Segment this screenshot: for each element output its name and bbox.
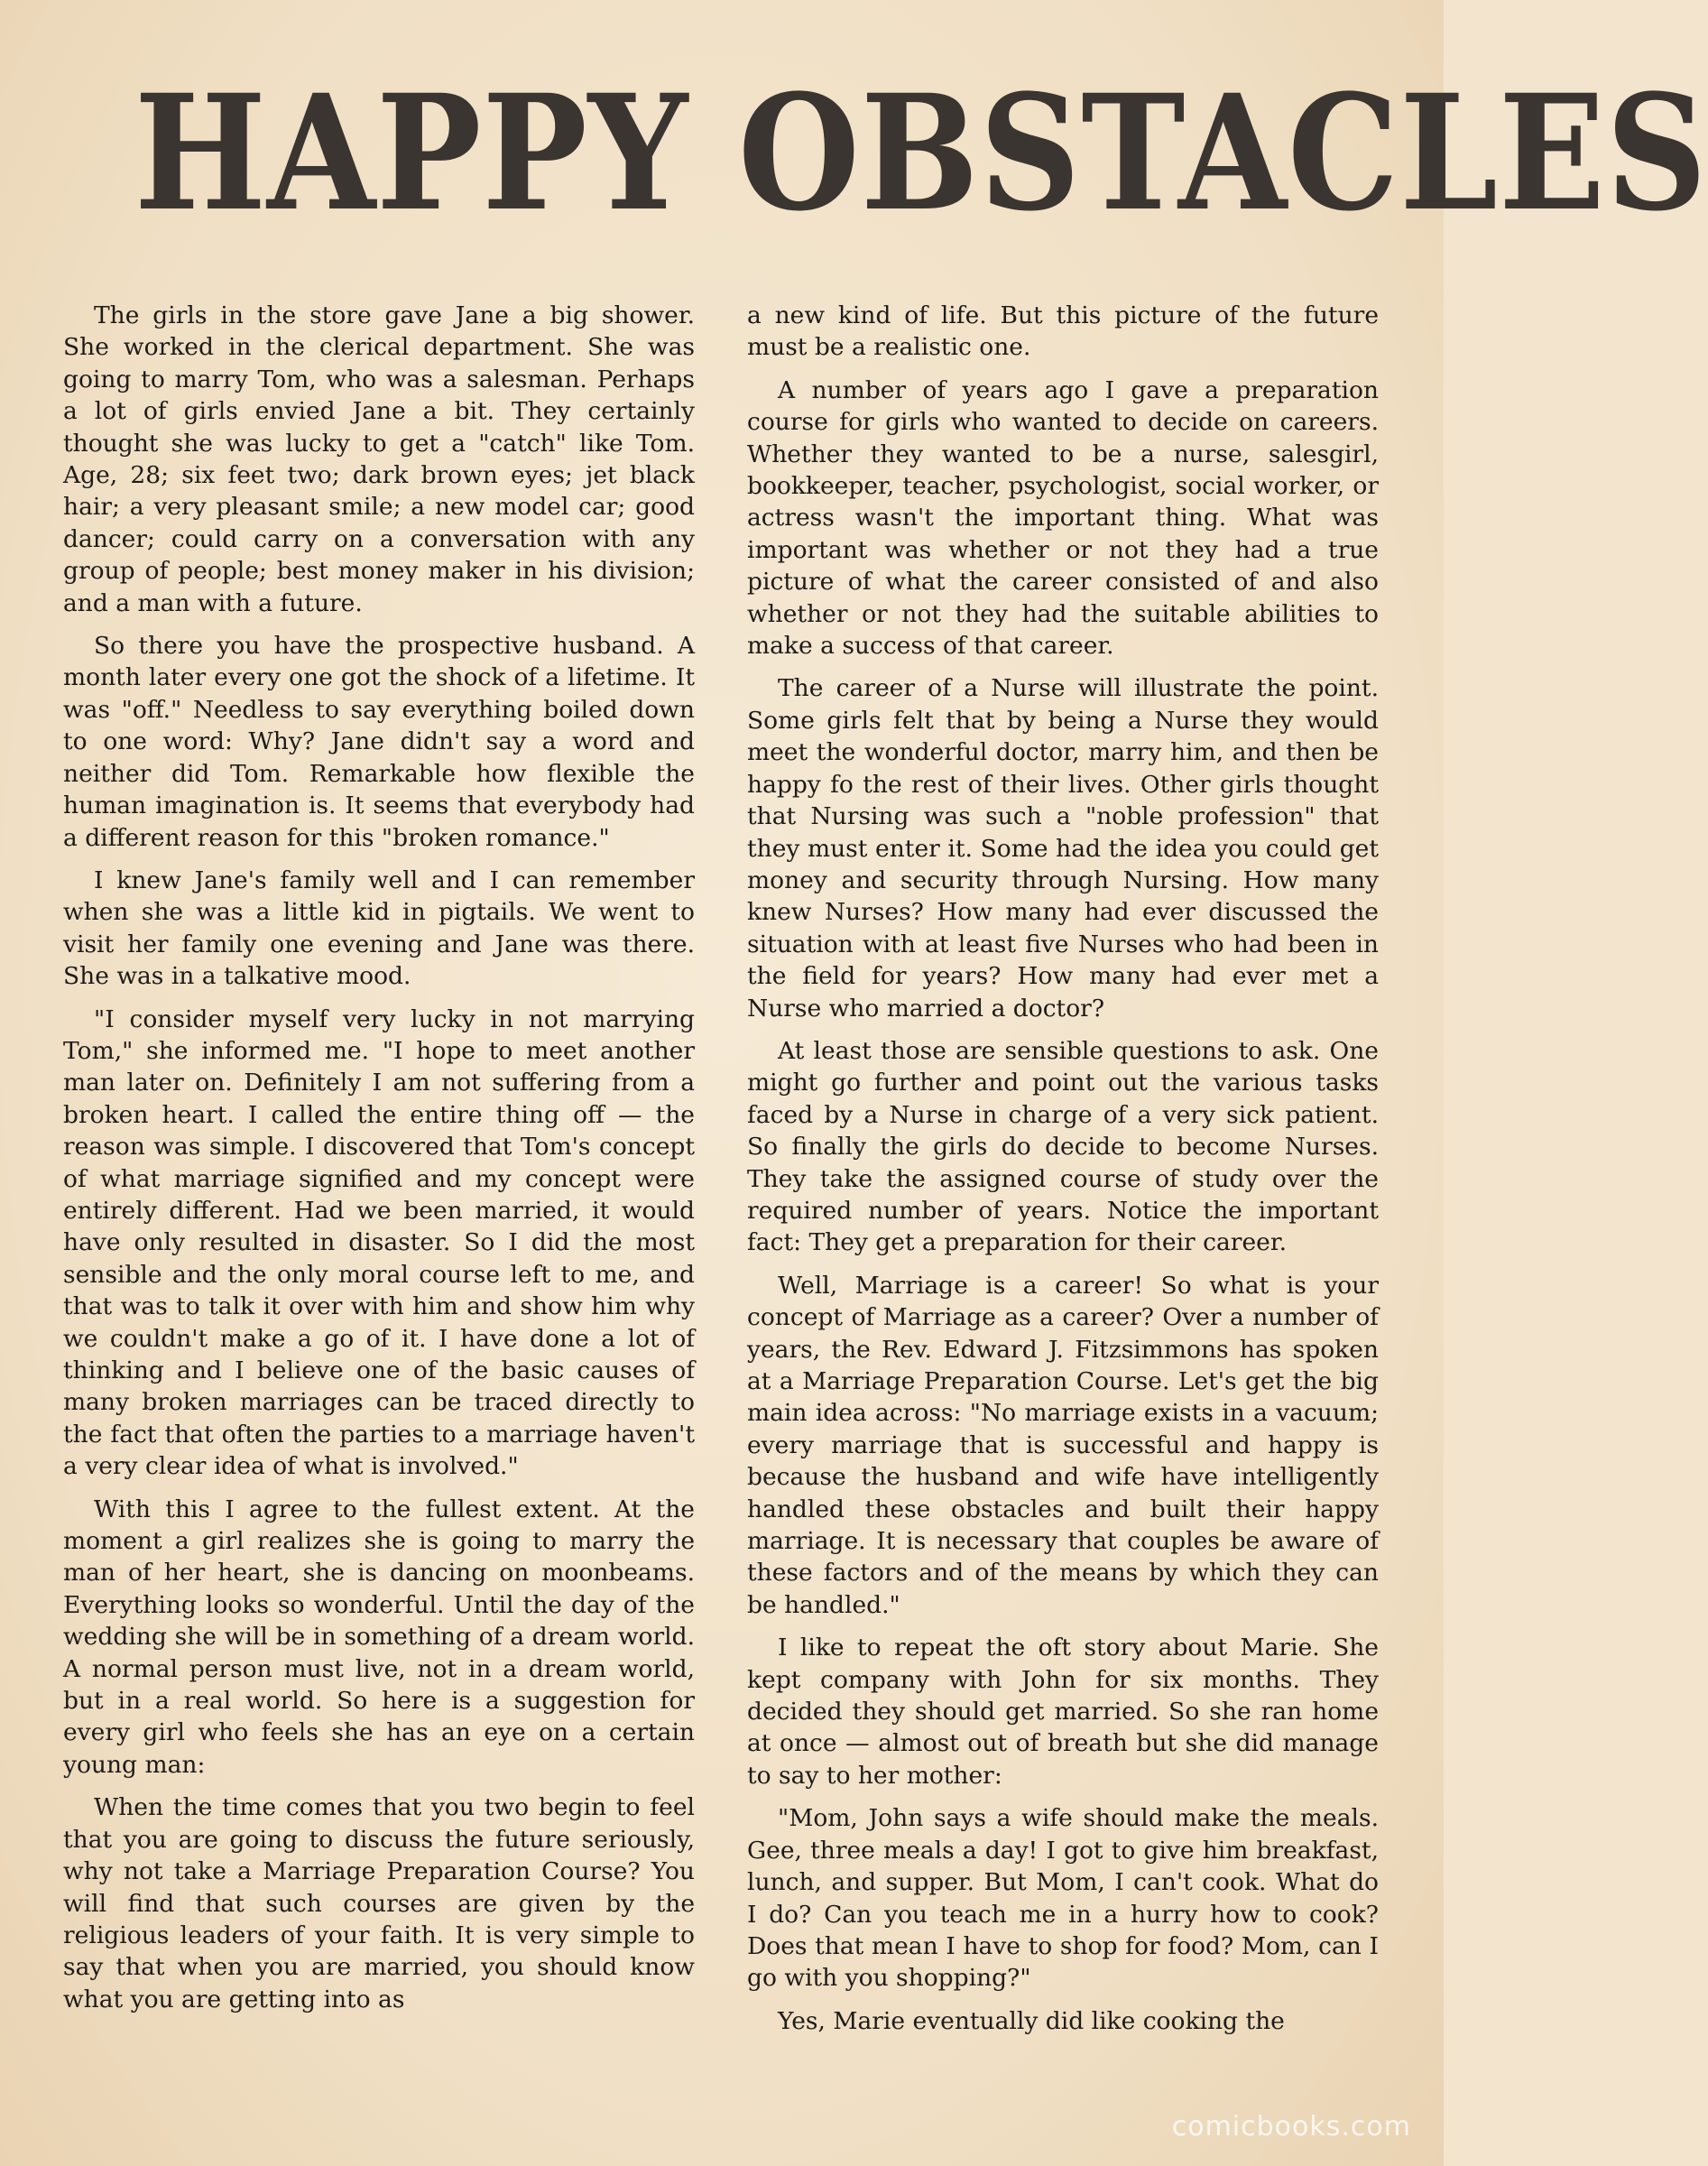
paragraph: Yes, Marie eventually did like cooking the [778, 2006, 1285, 2035]
paragraph: A number of years ago I gave a preparation course for girls who wanted to decide on careers. Whether they wanted to be a nurse, salesgirl, bookkeeper, teacher, psychologist, social worker, or actress wasn't the important thing. What was important was whether or not they had a true picture of what the career consisted of and also whether or not they had the suitable abilities to make a success of that career. [747, 375, 1379, 661]
site-watermark: comicbooks.com [1171, 2111, 1411, 2143]
article-title: HAPPY OBSTACLES [134, 60, 1708, 246]
paragraph: With this I agree to the fullest extent. At the moment a girl realizes she is going to marry the man of her heart, she is dancing on moonbeams. Everything looks so wonderful. Until the day of the wedding she will be in something of a dream world. A normal person must live, not in a dream world, but in a real world. So here is a suggestion for every girl who feels she has an eye on a certain young man: [63, 1495, 695, 1779]
paragraph: When the time comes that you two begin to feel that you are going to discuss the future seriously, why not take a Marriage Preparation Course? You will find that such courses are given by the religious leaders of your faith. It is very simple to say that when you are married, you should know what you are getting into as [63, 1793, 695, 2013]
paragraph: Well, Marriage is a career! So what is your concept of Marriage as a career? Over a number of years, the Rev. Edward J. Fitzsimmons has spoken at a Marriage Preparation Course. Let's get the big main idea across: "No marriage exists in a vacuum; every marriage that is successful and happy is because the husband and wife have intelligently handled these obstacles and built their happy marriage. It is necessary that couples be aware of these factors and of the means by which they can be handled." [747, 1271, 1379, 1619]
paragraph: "Mom, John says a wife should make the meals. Gee, three meals a day! I got to give him breakfast, lunch, and supper. But Mom, I can't cook. What do I do? Can you teach me in a hurry how to cook? Does that mean I have to shop for food? Mom, can I go with you shopping?" [747, 1804, 1379, 1993]
paragraph: I knew Jane's family well and I can remember when she was a little kid in pigtails. We went to visit her family one evening and Jane was there. She was in a talkative mood. [63, 865, 695, 991]
paragraph: The girls in the store gave Jane a big shower. She worked in the clerical department. She was going to marry Tom, who was a salesman. Perhaps a lot of girls envied Jane a bit. They certainly thought she was lucky to get a "catch" like Tom. Age, 28; six feet two; dark brown eyes; jet black hair; a very pleasant smile; a new model car; good dancer; could carry on a conversation with any group of people; best money maker in his division; and a man with a future. [63, 301, 695, 617]
left-column [63, 300, 695, 2100]
right-column [747, 300, 1379, 2100]
paragraph: I like to repeat the oft story about Marie. She kept company with John for six months. They decided they should get married. So she ran home at once — almost out of breath but she did manage to say to her mother: [747, 1634, 1379, 1790]
paragraph: At least those are sensible questions to ask. One might go further and point out the various tasks faced by a Nurse in charge of a very sick patient. So finally the girls do decide to become Nurses. They take the assigned course of study over the required number of years. Notice the important fact: They get a preparation for their career. [747, 1036, 1379, 1257]
paragraph: The career of a Nurse will illustrate the point. Some girls felt that by being a Nurse they would meet the wonderful doctor, marry him, and then be happy fo the rest of their lives. Other girls thought that Nursing was such a "noble profession" that they must enter it. Some had the idea you could get money and security through Nursing. How many knew Nurses? How many had ever discussed the situation with at least five Nurses who had been in the field for years? How many had ever met a Nurse who married a doctor? [747, 674, 1379, 1023]
paragraph: "I consider myself very lucky in not marrying Tom," she informed me. "I hope to meet another man later on. Definitely I am not suffering from a broken heart. I called the entire thing off — the reason was simple. I discovered that Tom's concept of what marriage signified and my concept were entirely different. Had we been married, it would have only resulted in disaster. So I did the most sensible and the only moral course left to me, and that was to talk it over with him and show him why we couldn't make a go of it. I have done a lot of thinking and I believe one of the basic causes of many broken marriages can be traced directly to the fact that often the parties to a marriage haven't a very clear idea of what is involved." [63, 1004, 695, 1481]
paragraph: So there you have the prospective husband. A month later every one got the shock of a lifetime. It was "off." Needless to say everything boiled down to one word: Why? Jane didn't say a word and neither did Tom. Remarkable how flexible the human imagination is. It seems that everybody had a different reason for this "broken romance." [63, 632, 695, 852]
paragraph: a new kind of life. But this picture of the future must be a realistic one. [747, 301, 1379, 362]
